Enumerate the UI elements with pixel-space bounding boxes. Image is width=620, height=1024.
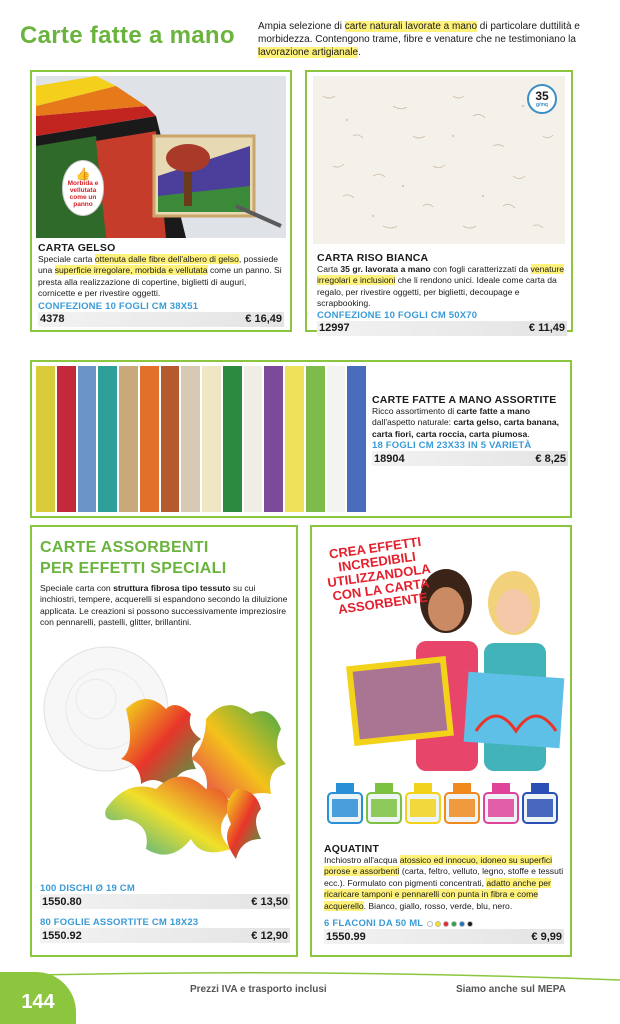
color-dots [427,921,473,927]
paper-stripe [57,366,76,512]
color-dot [435,921,441,927]
color-dot [427,921,433,927]
color-dot [459,921,465,927]
carta-gelso-image [36,76,286,238]
product-description [317,264,567,310]
desc-highlight: venature irregolari e inclusioni [317,264,564,286]
desc-text: , possiede una [38,254,279,276]
price-row [317,321,567,336]
product-price: € 11,49 [528,322,565,335]
color-dot [451,921,457,927]
product-card-carta-riso [305,70,573,335]
product-title: CARTA RISO BIANCA [317,252,429,264]
desc-text: Carta [317,264,341,274]
intro-highlight: carte naturali lavorate a mano [344,21,478,32]
desc-text: con fogli caratterizzati da [430,264,531,274]
product-code: 12997 [319,322,350,335]
product-description [324,855,564,912]
product-card-carte-assorbenti [30,525,298,957]
product-title: CARTE FATTE A MANO ASSORTITE [372,394,557,406]
page-title: Carte fatte a mano [20,22,235,49]
desc-text: che li rendono unici. Ideale come carta da regalo, per rivestire oggetti, per biglietti, decoupage e scrapbooking. [317,275,557,309]
price-row [372,451,568,466]
desc-text: Speciale carta con [40,583,114,593]
badge-label: Morbida e vellutata come un panno [67,180,99,208]
paper-stripe [98,366,117,512]
carte-assortite-details [372,394,568,466]
product-title: AQUATINT [324,843,380,855]
price-row [40,894,290,909]
paper-stripe [181,366,200,512]
paper-stripe [78,366,97,512]
section-title-line: CARTE ASSORBENTI [40,539,209,556]
desc-text: su cui inchiostri, tempere, acquerelli si espandono secondo la diluizione applicata. Le creazioni si possono successivamente impreziosire con pennarelli, pastelli, glitter, brillantini. [40,583,288,628]
page-number: 144 [0,972,76,1024]
product-price: € 12,90 [251,929,288,942]
pack-size: 6 FLACONI DA 50 ML [324,918,424,930]
paper-stripe [306,366,325,512]
intro-text: di particolare duttilità e morbidezza. Contengono trame, fibre e venature che ne testimoniano la [258,21,580,45]
price-row [40,928,290,943]
desc-text: dall'aspetto naturale: [372,417,454,428]
product-price: € 16,49 [245,313,282,326]
intro-highlight: lavorazione artigianale [258,47,359,58]
aquatint-details [324,843,564,944]
paper-stripe [244,366,263,512]
section-title-line: PER EFFETTI SPECIALI [40,560,227,577]
price-row [324,929,564,944]
assorted-paper-image [36,366,366,512]
desc-highlight: adatto anche per ricaricare tamponi e pennarelli con punta in fibra e come acquerello [324,877,551,911]
pack-size: CONFEZIONE 10 FOGLI CM 38X51 [38,300,199,312]
paper-stripe [119,366,138,512]
weight-badge [527,84,557,114]
desc-bold: carte fatte a mano [456,406,531,416]
product-description [372,406,568,440]
pack-size: 18 FOGLI CM 23X33 IN 5 VARIETÀ [372,440,532,452]
desc-bold: carta gelso, carta banana, carta fiori, carta roccia, carta piumosa [372,417,559,439]
paper-stripe [161,366,180,512]
footer-mepa-note: Siamo anche sul MEPA [456,984,566,995]
paper-stripe [202,366,221,512]
color-dot [467,921,473,927]
pack-size: CONFEZIONE 10 FOGLI CM 50X70 [317,309,478,321]
product-card-carte-assortite [30,360,572,518]
paper-stripe [347,366,366,512]
header-intro [258,20,598,59]
desc-text: Speciale carta [38,254,95,264]
section-title [40,537,226,579]
intro-text: Ampia selezione di [258,21,345,32]
footer-vat-note: Prezzi IVA e trasporto inclusi [190,984,327,995]
color-dot [443,921,449,927]
desc-text: come un panno. Si presta alla realizzazione di copertine, biglietti di auguri, cornicette e per rivestire oggetti. [38,265,282,299]
carta-gelso-details [38,242,284,327]
pack-size: 80 FOGLIE ASSORTITE CM 18X23 [40,917,199,928]
carta-riso-image [313,76,565,244]
product-code: 1550.92 [42,929,82,942]
intro-text: . [358,47,361,58]
product-card-carta-gelso [30,70,292,332]
product-description [40,583,290,629]
softness-badge [62,160,104,216]
desc-bold: struttura fibrosa tipo tessuto [113,583,231,593]
product-card-aquatint [310,525,572,957]
price-row [38,312,284,327]
pack-size: 100 DISCHI Ø 19 CM [40,883,135,894]
product-code: 1550.99 [326,930,366,943]
thumbs-up-icon: 👍 [75,167,91,181]
paper-stripe [36,366,55,512]
product-code: 4378 [40,313,65,326]
paper-stripe [264,366,283,512]
product-description [38,254,284,300]
product-title: CARTA GELSO [38,242,116,254]
pack-row [324,918,564,929]
desc-text: Ricco assortimento di [372,406,457,416]
desc-highlight: superficie irregolare, morbida e vellutata [54,265,208,276]
desc-highlight: ottenuta dalle fibre dell'albero di gelso [94,254,239,264]
desc-text: Inchiostro all'acqua [324,855,400,865]
weight-number: 35 [535,88,549,103]
paper-stripe [140,366,159,512]
assorbenti-items [40,883,290,943]
assorbenti-item-discs [40,883,290,909]
product-code: 1550.80 [42,895,82,908]
absorbent-paper-image [36,639,292,879]
carta-riso-details [317,252,567,336]
paper-stripe [327,366,346,512]
paper-stripe [223,366,242,512]
desc-highlight: atossico ed innocuo, idoneo su superfici porose e assorbenti [324,855,553,877]
paper-stripe [285,366,304,512]
promo-callout: CREA EFFETTI INCREDIBILI UTILIZZANDOLA CON LA CARTA ASSORBENTE [326,533,432,617]
desc-text: . Bianco, giallo, rosso, verde, blu, nero. [363,900,513,911]
product-price: € 13,50 [251,895,288,908]
footer-band [0,972,620,1024]
product-price: € 9,99 [531,930,562,943]
desc-text: (carta, feltro, velluto, legno, stoffe e tessuti ecc.). Formulato con pigmenti concentrati, [324,866,564,888]
assorbenti-item-leaves [40,917,290,943]
weight-unit: g/mq [536,101,548,108]
desc-text: . [527,428,530,439]
desc-bold: 35 gr. lavorata a mano [340,264,431,274]
product-price: € 8,25 [535,452,566,465]
product-code: 18904 [374,452,405,465]
